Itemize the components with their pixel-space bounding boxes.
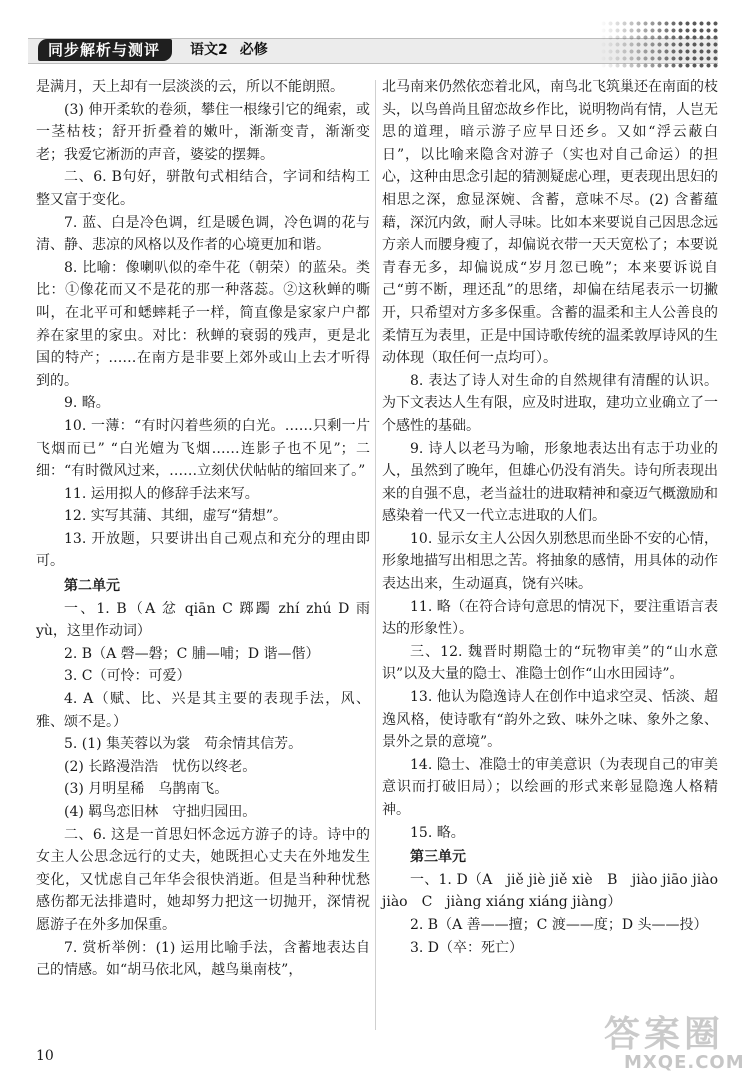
- answer-paragraph: 11. 运用拟人的修辞手法来写。: [64, 485, 259, 502]
- answer-paragraph: 4. A（赋、比、兴是其主要的表现手法，风、雅、颂不是。）: [36, 691, 370, 730]
- section-heading: 第三单元: [410, 849, 466, 866]
- answer-paragraph: 8. 表达了诗人对生命的自然规律有清醒的认识。为下文表达人生有限，应及时进取，建功立业确立了一个感性的基础。: [382, 372, 718, 434]
- header-dot-pattern: [600, 20, 720, 70]
- subject-name: 语文2: [190, 42, 228, 58]
- answer-paragraph: 9. 略。: [64, 395, 110, 412]
- answer-paragraph: 13. 开放题，只要讲出自己观点和充分的理由即可。: [36, 530, 370, 570]
- watermark-logo: [598, 1000, 748, 1076]
- answer-paragraph: 11. 略（在符合诗句意思的情况下，要注重语言表达的形象性）。: [382, 598, 718, 638]
- answer-paragraph: 15. 略。: [410, 824, 465, 841]
- answer-paragraph: 三、12. 魏晋时期隐士的“玩物审美”的“山水意识”以及大量的隐士、准隐士创作“山水田园诗”。: [382, 643, 718, 683]
- answer-paragraph: 2. B（A 磬—磐；C 脯—哺；D 谐—偕）: [64, 645, 320, 662]
- answer-paragraph: 12. 实写其蒲、其细，虚写“猜想”。: [64, 508, 288, 525]
- answer-paragraph: 13. 他认为隐逸诗人在创作中追求空灵、恬淡、超逸风格，使诗歌有“韵外之致、味外之味、象外之象、景外之景的意境”。: [382, 689, 718, 751]
- answer-paragraph: 一、1. B（A 忿 qiān C 踯躅 zhí zhú D 雨 yù，这里作动词）: [36, 600, 370, 640]
- answer-paragraph: (3) 月明星稀 乌鹊南飞。: [64, 781, 229, 798]
- answer-paragraph: (3) 伸开柔软的卷须，攀住一根缘引它的绳索，或一茎枯枝；舒开折叠着的嫩叶，渐渐变青，渐渐变老；我爱它淅沥的声音，婆娑的摆舞。: [36, 101, 370, 163]
- answer-paragraph: 7. 蓝、白是冷色调，红是暖色调，冷色调的花与清、静、悲凉的风格以及作者的心境更加和谐。: [36, 214, 370, 254]
- answer-paragraph: 3. D（卒：死亡）: [410, 939, 524, 956]
- watermark-url: MXQE.COM: [624, 1052, 745, 1073]
- section-heading: 第二单元: [64, 578, 120, 595]
- answer-paragraph: (4) 羁鸟恋旧林 守拙归园田。: [64, 804, 257, 820]
- answer-paragraph: 二、6. 这是一首思妇怀念远方游子的诗。诗中的女主人公思念远行的丈夫，她既担心丈夫在外地发生变化，又忧虑自己年华会很快消逝。但是当种种忧愁感伤都无法排遣时，她却努力把这一切抛开，深情祝愿游子在外多加保重。: [36, 826, 370, 933]
- answer-paragraph: 二、6. B句好，骈散句式相结合，字词和结构工整又富于变化。: [36, 169, 370, 208]
- answer-paragraph: 北马南来仍然依恋着北风，南鸟北飞筑巢还在南面的枝头，以鸟兽尚且留恋故乡作比，说明物尚有情，人岂无思的道理，暗示游子应早日还乡。又如“浮云蔽白日”，以比喻来隐含对游子（实也对自己命运）的担心，这种由思念引起的猜测疑虑心理，更表现出思妇的相思之深，愈显深婉、含蓄，意味不尽。(2) 含蓄蕴藉，深沉内敛，耐人寻味。比如本来要说自己因思念远方亲人而腰身瘦了，却偏说衣带一天天宽松了；本要说青春无多，却偏说成“岁月忽已晚”；本来要诉说自己“剪不断，理还乱”的思绪，却偏在结尾表示一切撇开，只希望对方多多保重。含蓄的温柔和主人公善良的柔情互为表里，正是中国诗歌传统的温柔敦厚诗风的生动体现（取任何一点均可）。: [382, 79, 718, 367]
- right-column: [382, 76, 718, 959]
- subject-label: [190, 40, 280, 60]
- answer-paragraph: 3. C（可怜：可爱）: [64, 668, 191, 685]
- answer-paragraph: 8. 比喻：像喇叭似的牵牛花（朝荣）的蓝朵。类比：①像花而又不是花的那一种落蕊。②这秋蝉的嘶叫，在北平可和蟋蟀耗子一样，简直像是家家户户都养在家里的家虫。对比：秋蝉的衰弱的残声，更是北国的特产；……在南方是非要上郊外或山上去才听得到的。: [36, 259, 370, 389]
- answer-paragraph: 10. 一薄：“有时闪着些须的白光。……只剩一片飞烟而已” “白光嬗为飞烟……连影子也不见”；二细：“有时微风过来，……立刻伏伏帖帖的缩回来了。”: [36, 417, 370, 480]
- answer-paragraph: 9. 诗人以老马为喻，形象地表达出有志于功业的人，虽然到了晚年，但雄心仍没有消失。诗句所表现出来的自强不息，老当益壮的进取精神和豪迈气概激励和感染着一代又一代立志进取的人们。: [382, 440, 718, 525]
- answer-paragraph: 一、1. D（A jiě jiè jiě xiè B jiào jiāo jiào jiào C jiàng xiáng xiáng jiàng）: [382, 871, 718, 911]
- volume-name: 必修: [239, 42, 268, 58]
- answer-paragraph: 10. 显示女主人公因久别愁思而坐卧不安的心情，形象地描写出相思之苦。将抽象的感情，用具体的动作表达出来，生动逼真，饶有兴味。: [382, 530, 718, 593]
- left-column: [36, 76, 370, 982]
- answer-paragraph: 14. 隐士、准隐士的审美意识（为表现自己的审美意识而打破旧局）；以绘画的形式来彰显隐逸人格精神。: [382, 756, 718, 818]
- answer-paragraph: (2) 长路漫浩浩 忧伤以终老。: [64, 758, 257, 775]
- answer-paragraph: 5. (1) 集芙蓉以为裳 苟余情其信芳。: [64, 736, 303, 753]
- watermark-text: 答案圈: [604, 1014, 725, 1055]
- page-number: 10: [36, 1048, 54, 1064]
- column-divider: [375, 80, 376, 1030]
- answer-paragraph: 2. B（A 善——擅；C 渡——度；D 头——投）: [410, 916, 708, 933]
- page-header: [0, 0, 750, 74]
- answer-paragraph: 7. 赏析举例：(1) 运用比喻手法，含蓄地表达自己的情感。如“胡马依北风，越鸟巢南枝”，: [36, 939, 370, 979]
- answer-paragraph: 是满月，天上却有一层淡淡的云，所以不能朗照。: [36, 79, 344, 95]
- series-title: 同步解析与测评: [38, 39, 172, 61]
